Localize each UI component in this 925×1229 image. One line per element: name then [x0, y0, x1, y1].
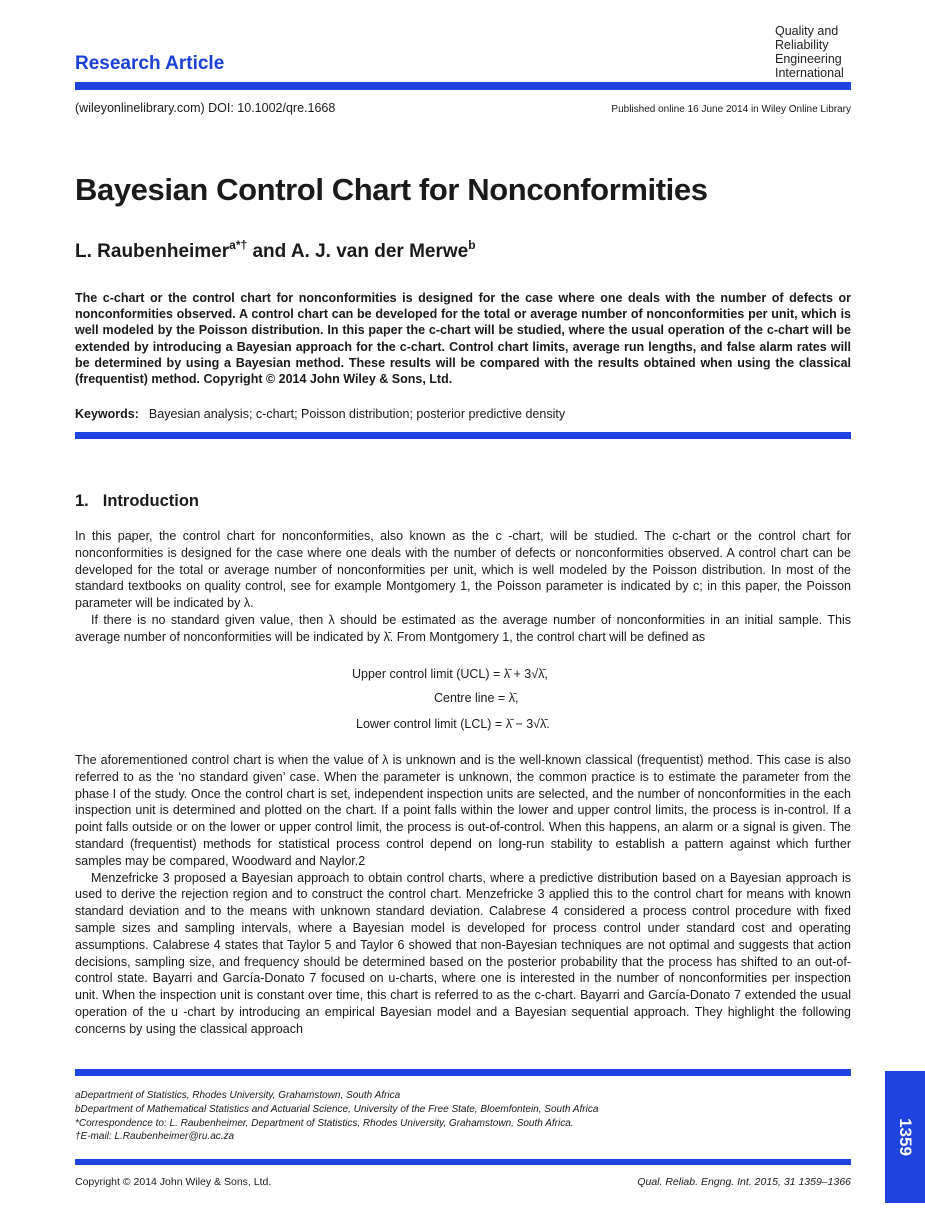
author-1: L. Raubenheimer: [75, 241, 230, 262]
footnote: aDepartment of Statistics, Rhodes University, Grahamstown, South Africa: [75, 1090, 401, 1101]
cl-label: Centre line =: [434, 691, 506, 705]
intro-paragraph-1: [75, 528, 851, 646]
equation-centre-line: [434, 691, 518, 705]
footer-rule: [75, 1159, 851, 1165]
paragraph-text: Menzefricke 3 proposed a Bayesian approach to obtain control charts, where a predictive distribution based on a Bayesian approach is used to derive the rejection region and to construct the control chart. Menzefricke 3 applied this to the control chart for means with known standard deviation and to the means with unknown standard deviation. Calabrese 4 considered a process control procedure with fixed sample sizes and sampling intervals, where a Bayesian model is developed for process control under standard cost and operating assumptions. Calabrese 4 states that Taylor 5 and Taylor 6 showed that non-Bayesian techniques are not optimal and suggests that action decisions, sampling size, and frequency should be determined based on the posterior probability that the process has shifted to an out-of-control state. Bayarri and García-Donato 7 focused on u-charts, where one is interested in the number of nonconformities per inspection unit. When the inspection unit is constant over time, this chart is referred to as the c-chart. Bayarri and García-Donato 7 extended the usual operation of the u -chart by introducing an empirical Bayesian model and a Bayesian sequential approach. They highlight the following concerns by using the classical approach: [75, 870, 851, 1036]
abstract: The c-chart or the control chart for nonconformities is designed for the case where one deals with the number of defects or nonconformities observed. A control chart can be developed for the total or average number of nonconformities per unit, which is well modeled by the Poisson distribution. In this paper the c-chart will be studied, where the usual operation of the c-chart will be extended by introducing a Bayesian approach for the c-chart. Control chart limits, average run lengths, and false alarm rates will be determined by using a Bayesian method. These results will be compared with the results obtained when using the classical (frequentist) method. Copyright © 2014 John Wiley & Sons, Ltd.: [75, 291, 851, 387]
keywords: [75, 407, 565, 421]
page-number: 1359: [896, 1118, 915, 1156]
journal-line: Reliability: [775, 38, 829, 52]
footnotes: [75, 1089, 598, 1144]
author-2: A. J. van der Merwe: [290, 241, 469, 262]
journal-line: International: [775, 66, 844, 80]
author-and: and: [247, 241, 291, 262]
paragraph-text: In this paper, the control chart for nonconformities, also known as the c -chart, will be studied. The c-chart or the control chart for nonconformities is designed for the case where one deals with the number of defects or nonconformities observed. A control chart can be developed for the total or average number of nonconformities per unit, which is well modeled by the Poisson distribution. In most of the standard textbooks on quality control, see for example Montgomery 1, the Poisson parameter is indicated by c; in this paper, the Poisson parameter will be indicated by λ.: [75, 529, 851, 611]
published-line: Published online 16 June 2014 in Wiley Online Library: [611, 104, 851, 115]
author-1-affil: a*†: [229, 238, 248, 252]
doi-line: (wileyonlinelibrary.com) DOI: 10.1002/qre.1668: [75, 101, 336, 115]
equation-lcl: [356, 717, 550, 731]
cl-expression: λ̄,: [508, 691, 519, 705]
keywords-label: Keywords:: [75, 407, 139, 421]
section-title: Introduction: [102, 492, 199, 510]
section-heading: [75, 492, 213, 511]
lcl-expression: λ̄ − 3√λ̄.: [505, 717, 550, 731]
header-rule: [75, 82, 851, 90]
keywords-text: Bayesian analysis; c-chart; Poisson distribution; posterior predictive density: [148, 407, 566, 421]
abstract-rule: [75, 432, 851, 439]
equation-ucl: [352, 667, 548, 681]
footnote-rule: [75, 1069, 851, 1076]
ucl-label: Upper control limit (UCL) =: [352, 667, 501, 681]
paper-title: Bayesian Control Chart for Nonconformities: [75, 172, 708, 207]
lcl-label: Lower control limit (LCL) =: [356, 717, 503, 731]
author-list: [75, 238, 476, 263]
author-2-affil: b: [468, 238, 476, 252]
paragraph-text: If there is no standard given value, then λ should be estimated as the average number of nonconformities in an initial sample. This average number of nonconformities will be indicated by λ̄. From Montgomery 1, the control chart will be defined as: [75, 612, 851, 644]
journal-name: [775, 24, 844, 80]
journal-line: Engineering: [775, 52, 842, 66]
article-type: Research Article: [75, 53, 225, 74]
citation: Qual. Reliab. Engng. Int. 2015, 31 1359–1366: [637, 1176, 851, 1188]
copyright: Copyright © 2014 John Wiley & Sons, Ltd.: [75, 1176, 272, 1188]
section-number: 1.: [75, 492, 89, 510]
footnote: bDepartment of Mathematical Statistics and Actuarial Science, University of the Free State, Bloemfontein, South Africa: [75, 1103, 599, 1115]
intro-paragraph-3: [75, 752, 851, 1038]
journal-line: Quality and: [775, 24, 839, 38]
footnote: †E-mail: L.Raubenheimer@ru.ac.za: [75, 1131, 235, 1143]
footnote: *Correspondence to: L. Raubenheimer, Department of Statistics, Rhodes University, Grahamstown, South Africa.: [75, 1117, 574, 1129]
paragraph-text: The aforementioned control chart is when the value of λ is unknown and is the well-known classical (frequentist) method. This case is also referred to as the ‘no standard given’ case. When the parameter is unknown, the common practice is to estimate the parameter from the phase I of the study. Once the control chart is set, independent inspection units are selected, and the number of nonconformities in the each inspection unit is determined and plotted on the chart. If a point falls within the lower and upper control limits, the process is in-control. If a point falls outside or on the lower or upper control limit, the process is out-of-control. When this happens, an alarm or a signal is given. The standard (frequentist) methods for statistical process control depend on long-run stability to establish a pattern against which further samples may be compared, Woodward and Naylor.2: [75, 753, 851, 868]
ucl-expression: λ̄ + 3√λ̄,: [503, 667, 548, 681]
